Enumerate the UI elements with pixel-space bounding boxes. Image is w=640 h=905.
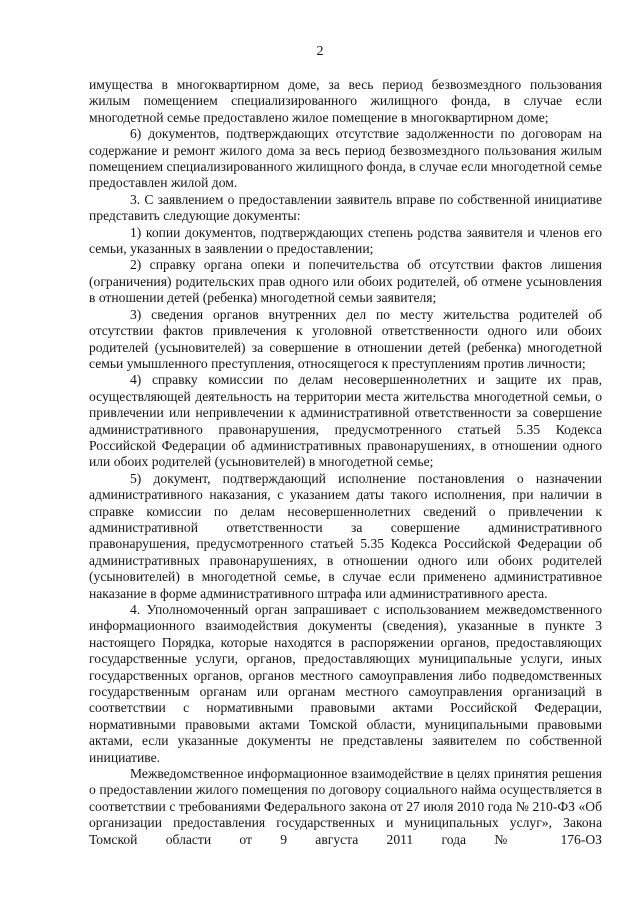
paragraph: 6) документов, подтверждающих отсутствие задолженности по договорам на содержание и ремонт жилого дома за весь период безвозмездного пользования жилым помещением специализированного жилищного фонда, в случае если многодетной семье предоставлен жилой дом. <box>89 126 602 191</box>
paragraph: 4. Уполномоченный орган запрашивает с использованием межведомственного информационного взаимодействия документы (сведения), указанные в пункте 3 настоящего Порядка, которые находятся в распоряжении органов, предоставляющих государственные услуги, органов, предоставляющих муниципальные услуги, иных государственных органов, органов местного самоуправления либо подведомственных государственным органам или органам местного самоуправления организаций в соответствии с нормативными правовыми актами Российской Федерации, нормативными правовыми актами Томской области, муниципальными правовыми актами, если указанные документы не представлены заявителем по собственной инициативе. <box>89 602 602 765</box>
paragraph: 2) справку органа опеки и попечительства об отсутствии фактов лишения (ограничения) родительских прав одного или обоих родителей, об отмене усыновления в отношении детей (ребенка) многодетной семьи заявителя; <box>89 257 602 306</box>
paragraph: Межведомственное информационное взаимодействие в целях принятия решения о предоставлении жилого помещения по договору социального найма осуществляется в соответствии с требованиями Федерального закона от 27 июля 2010 года № 210-ФЗ «Об организации предоставления государственных и муниципальных услуг», Закона Томской области от 9 августа 2011 года № 176-ОЗ <box>89 766 602 847</box>
paragraph: 5) документ, подтверждающий исполнение постановления о назначении административного наказания, с указанием даты такого исполнения, при наличии в справке комиссии по делам несовершеннолетних сведений о привлечении к административной ответственности за совершение административного правонарушения, предусмотренного статьей 5.35 Кодекса Российской Федерации об административных правонарушениях, в отношении одного или обоих родителей (усыновителей) в многодетной семье, в случае если применено административное наказание в форме административного штрафа или административного ареста. <box>89 470 602 601</box>
paragraph: 3) сведения органов внутренних дел по месту жительства родителей об отсутствии фактов привлечения к уголовной ответственности одного или обоих родителей (усыновителей) за совершение в отношении детей (ребенка) многодетной семьи умышленного преступления, относящегося к преступлениям против личности; <box>89 306 602 371</box>
body-text <box>89 77 602 848</box>
paragraph: 1) копии документов, подтверждающих степень родства заявителя и членов его семьи, указанных в заявлении о предоставлении; <box>89 224 602 257</box>
page-number: 2 <box>316 44 324 59</box>
paragraph: 3. С заявлением о предоставлении заявитель вправе по собственной инициативе представить следующие документы: <box>89 191 602 224</box>
paragraph: имущества в многоквартирном доме, за весь период безвозмездного пользования жилым помещением специализированного жилищного фонда, в случае если многодетной семье предоставлено жилое помещение в многоквартирном доме; <box>89 77 602 125</box>
paragraph: 4) справку комиссии по делам несовершеннолетних и защите их прав, осуществляющей деятельность на территории места жительства многодетной семьи, о привлечении или непривлечении к административной ответственности за совершение административного правонарушения, предусмотренного статьей 5.35 Кодекса Российской Федерации об административных правонарушениях, в отношении одного или обоих родителей (усыновителей) в многодетной семье; <box>89 372 602 470</box>
